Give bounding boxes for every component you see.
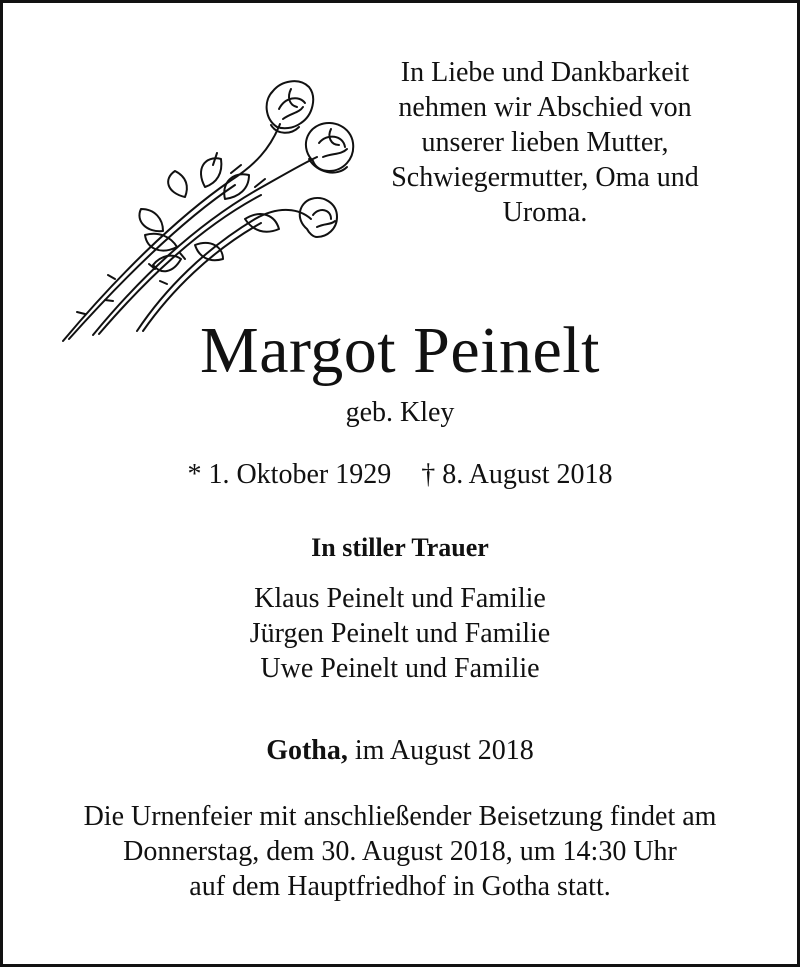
intro-line: In Liebe und Dankbarkeit [400, 57, 690, 88]
notice-line: Donnerstag, dem 30. August 2018, um 14:30 Uhr [123, 836, 677, 867]
mourner-family: Jürgen Peinelt und Familie [249, 618, 551, 649]
mourners-list [3, 581, 797, 686]
notice-line: Die Urnenfeier mit anschließender Beisetzung findet am [83, 801, 717, 832]
intro-line: nehmen wir Abschied von [398, 92, 692, 123]
mourning-heading: In stiller Trauer [311, 533, 489, 562]
roses-illustration-icon [55, 69, 365, 349]
mourner-family: Uwe Peinelt und Familie [260, 653, 540, 684]
mourner-family: Klaus Peinelt und Familie [254, 583, 546, 614]
intro-line: Schwiegermutter, Oma und [391, 162, 699, 193]
death-date: † 8. August 2018 [421, 459, 613, 490]
birth-date: * 1. Oktober 1929 [187, 459, 392, 490]
place: Gotha, [266, 735, 348, 766]
intro-line: Uroma. [502, 197, 588, 228]
life-dates [3, 459, 797, 491]
place-date [3, 735, 797, 767]
notice-line: auf dem Hauptfriedhof in Gotha statt. [189, 871, 611, 902]
date: im August 2018 [354, 735, 534, 766]
funeral-notice [3, 799, 797, 904]
deceased-name: Margot Peinelt [200, 314, 600, 387]
maiden-name: geb. Kley [345, 397, 455, 428]
intro-line: unserer lieben Mutter, [421, 127, 669, 158]
intro-text [355, 55, 735, 230]
